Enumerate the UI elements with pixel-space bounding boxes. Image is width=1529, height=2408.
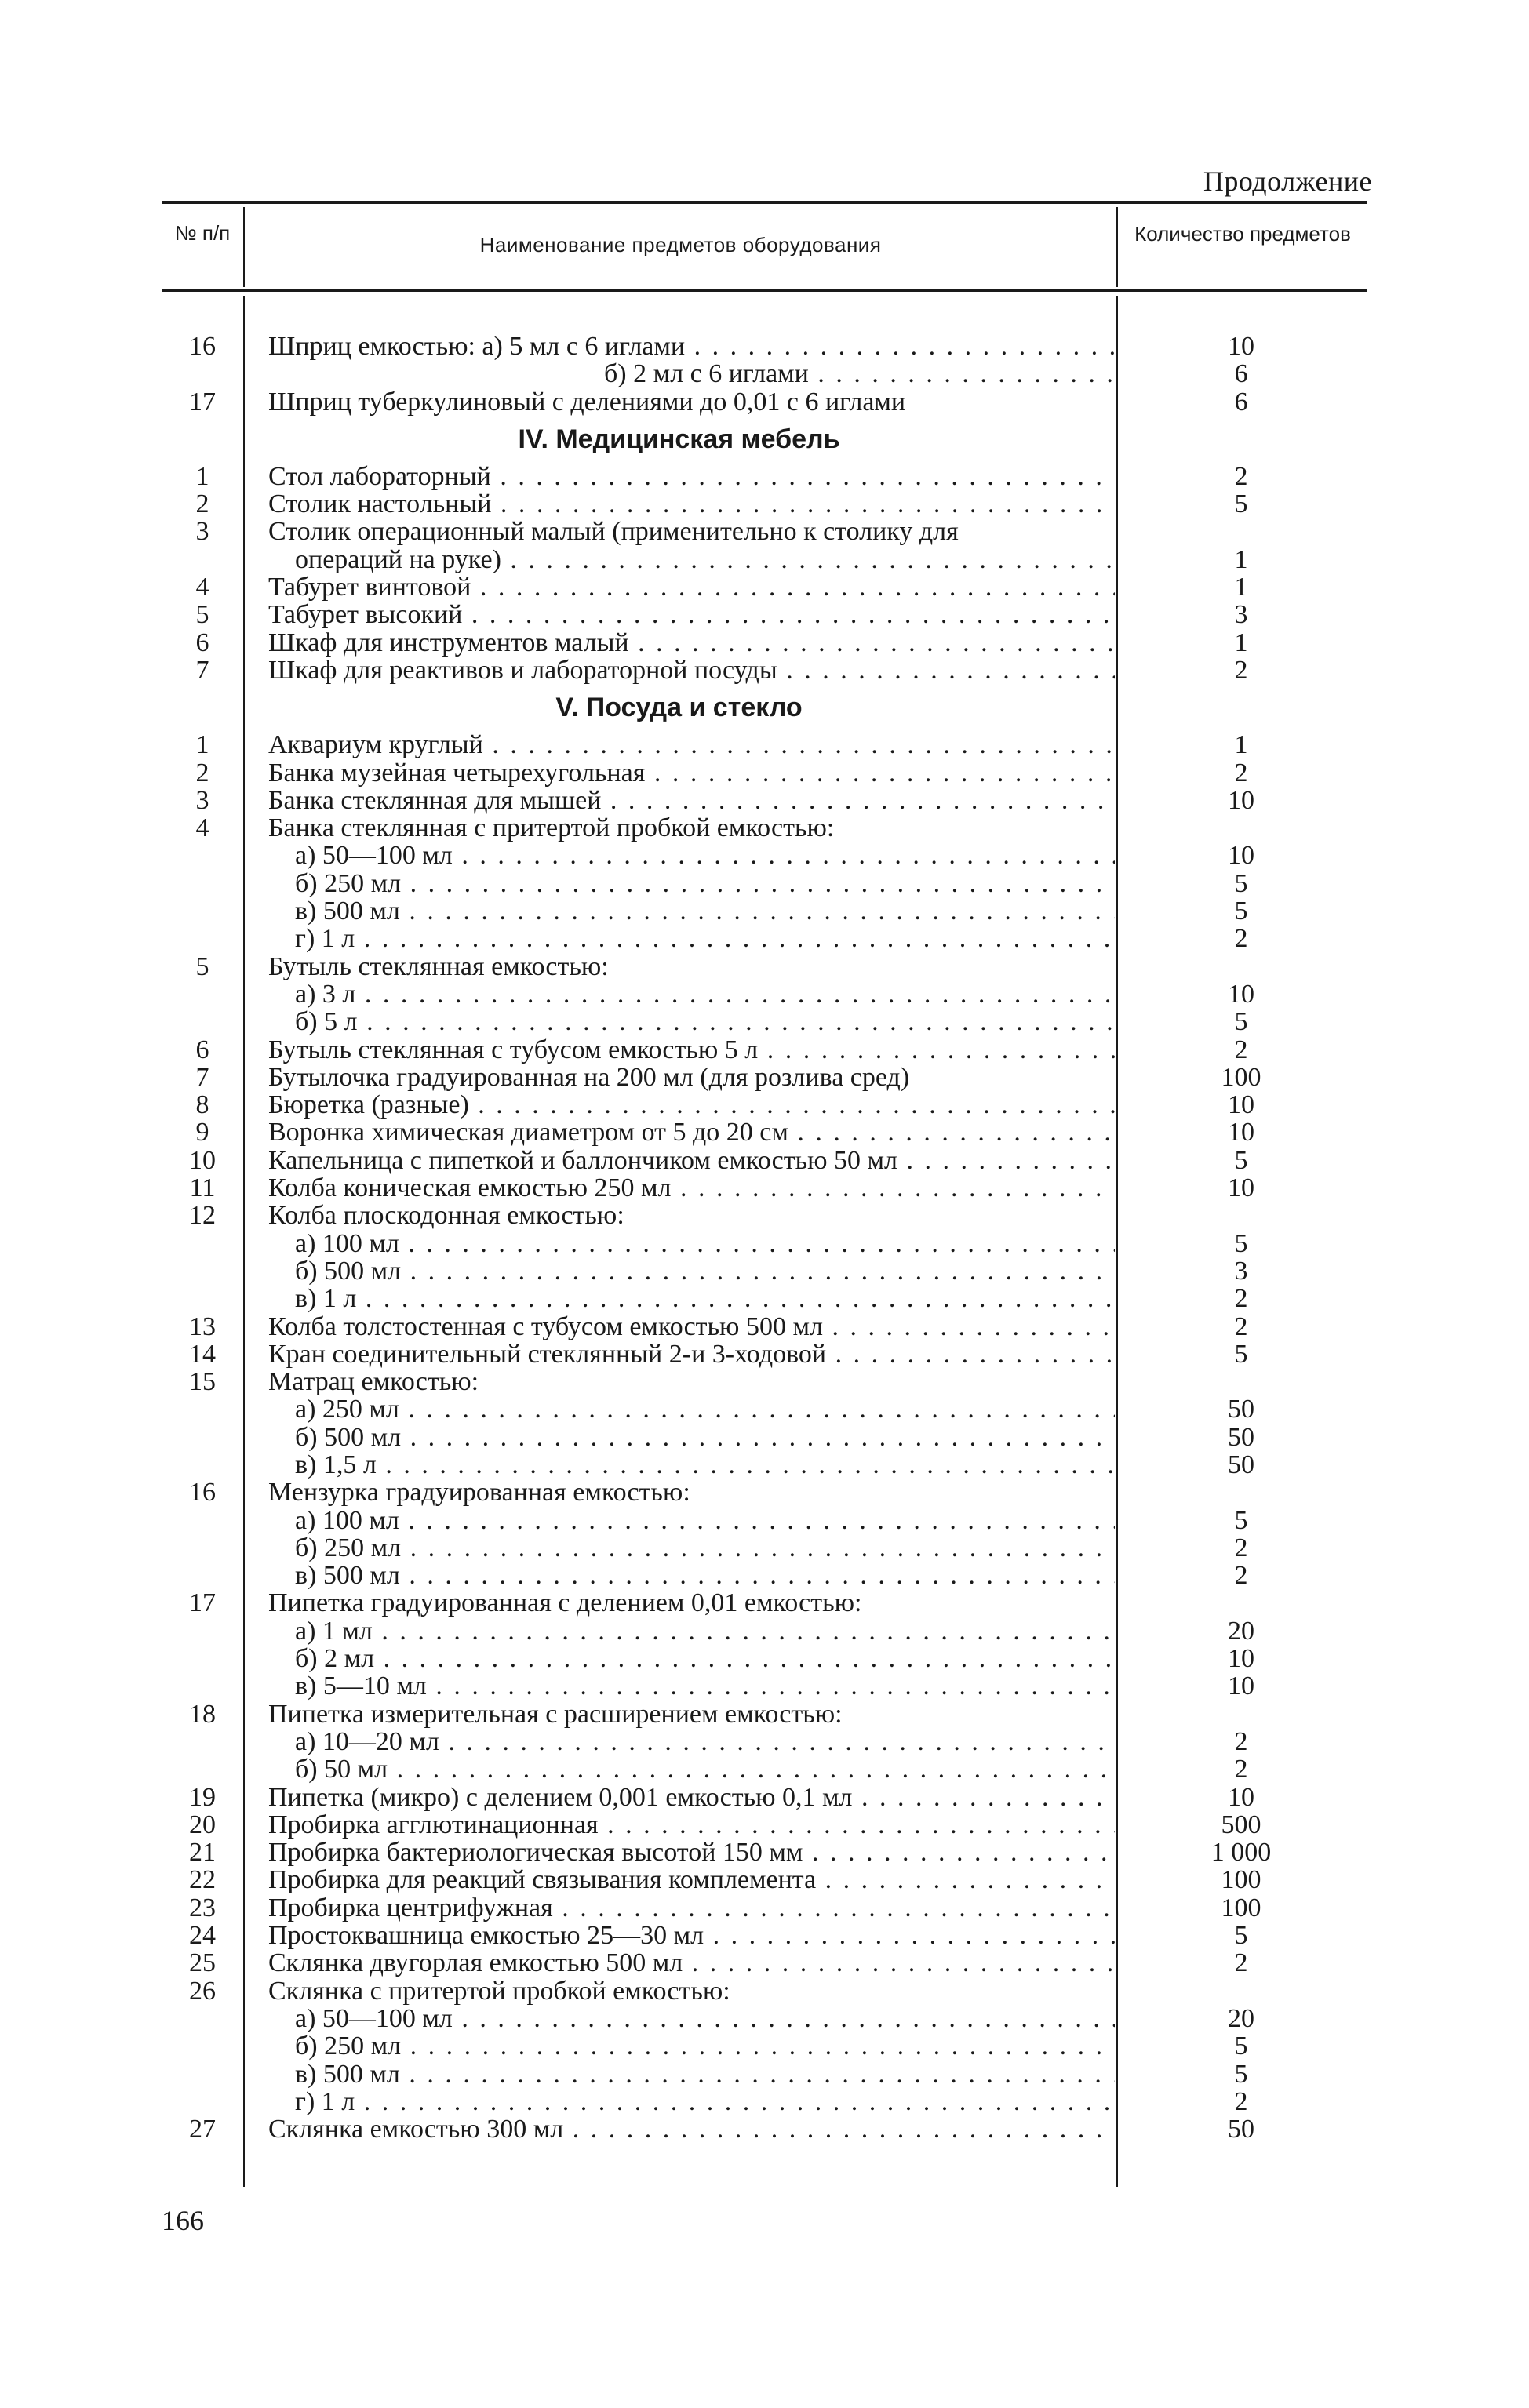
item-quantity: 1 (1234, 544, 1248, 574)
item-name: Столик операционный малый (применительно к столику для (268, 518, 959, 546)
item-name: в) 1,5 л . . . (243, 1451, 1115, 1479)
item-name: Пробирка агглютинационная . . . (243, 1811, 1115, 1839)
table-row (162, 360, 1367, 387)
item-quantity: 5 (1234, 2059, 1248, 2089)
row-number: 8 (195, 1090, 209, 1120)
item-name: Шкаф для инструментов малый . . . (243, 629, 1115, 657)
item-name: Стол лабораторный . . . (243, 463, 1115, 490)
row-number: 18 (189, 1699, 216, 1729)
item-quantity: 2 (1234, 758, 1248, 788)
item-quantity: 50 (1228, 2115, 1254, 2144)
table-row (162, 573, 1367, 601)
item-name: а) 100 мл . . . (243, 1230, 1115, 1257)
item-name: б) 500 мл . . . (243, 1424, 1115, 1451)
item-quantity: 2 (1234, 2086, 1248, 2116)
table-top-rule (162, 201, 1367, 204)
item-name: в) 500 мл . . . (243, 897, 1115, 925)
item-name: Столик настольный . . . (243, 490, 1115, 518)
table-row (162, 1949, 1367, 1977)
row-number (162, 1507, 243, 1534)
table-row (162, 1008, 1367, 1035)
item-name: в) 500 мл . . . (243, 2061, 1115, 2088)
item-quantity: 2 (1234, 1035, 1248, 1064)
table-row (162, 1285, 1367, 1312)
row-number (162, 897, 243, 925)
item-name: Шкаф для реактивов и лабораторной посуды . . . (243, 657, 1115, 684)
table-row (162, 897, 1367, 925)
table-row (162, 546, 1367, 573)
table-row (162, 1147, 1367, 1174)
table-row (162, 1672, 1367, 1700)
item-quantity: 5 (1234, 1505, 1248, 1535)
equipment-table (162, 333, 1367, 2143)
item-quantity: 10 (1228, 1644, 1254, 1674)
item-quantity (1115, 814, 1367, 842)
item-quantity: 10 (1228, 1173, 1254, 1203)
table-row (162, 2032, 1367, 2060)
row-number: 19 (189, 1782, 216, 1812)
table-row (162, 388, 1367, 416)
row-number (162, 1645, 243, 1672)
table-row (162, 1202, 1367, 1229)
item-name: б) 250 мл . . . (243, 870, 1115, 897)
table-row (162, 1894, 1367, 1922)
item-quantity: 100 (1221, 1062, 1261, 1092)
item-name: Бутылочка градуированная на 200 мл (для розлива сред) (268, 1063, 910, 1092)
item-name: г) 1 л . . . (243, 925, 1115, 952)
table-row (162, 925, 1367, 952)
item-name: а) 50—100 мл . . . (243, 2005, 1115, 2032)
item-quantity (1115, 953, 1367, 980)
row-number (162, 1395, 243, 1423)
item-name: б) 500 мл . . . (243, 1257, 1115, 1285)
item-quantity: 50 (1228, 1450, 1254, 1479)
table-row (162, 1036, 1367, 1064)
item-quantity: 2 (1234, 1948, 1248, 1978)
item-name: г) 1 л . . . (243, 2088, 1115, 2115)
item-name: Колба плоскодонная емкостью: (268, 1202, 624, 1230)
item-quantity: 20 (1228, 2003, 1254, 2033)
item-quantity: 10 (1228, 1782, 1254, 1812)
item-quantity: 5 (1234, 1228, 1248, 1258)
item-name: а) 1 мл . . . (243, 1617, 1115, 1645)
row-number: 15 (189, 1367, 216, 1397)
item-name: Матрац емкостью: (268, 1368, 479, 1396)
item-quantity: 5 (1234, 897, 1248, 926)
section-heading-row (162, 416, 1367, 463)
table-row (162, 1174, 1367, 1202)
item-quantity: 10 (1228, 979, 1254, 1009)
row-number: 5 (195, 951, 209, 981)
row-number: 22 (189, 1865, 216, 1895)
item-quantity: 3 (1234, 1256, 1248, 1286)
table-row (162, 490, 1367, 518)
table-row (162, 1534, 1367, 1562)
row-number (162, 1562, 243, 1589)
item-name: Колба коническая емкостью 250 мл . . . (243, 1174, 1115, 1202)
item-name: а) 3 л . . . (243, 980, 1115, 1008)
item-quantity: 100 (1221, 1893, 1261, 1922)
row-number (162, 546, 243, 573)
row-number: 12 (189, 1201, 216, 1231)
item-name: Банка стеклянная для мышей . . . (243, 787, 1115, 814)
row-number: 7 (195, 1062, 209, 1092)
table-row (162, 1091, 1367, 1119)
item-quantity: 10 (1228, 1118, 1254, 1148)
item-quantity: 500 (1221, 1810, 1261, 1839)
item-quantity: 1 000 (1210, 1838, 1272, 1868)
item-name: Склянка с притертой пробкой емкостью: (268, 1977, 730, 2005)
section-title: IV. Медицинская мебель (518, 424, 840, 454)
row-number: 1 (195, 461, 209, 491)
item-name: Пипетка измерительная с расширением емкостью: (268, 1700, 843, 1728)
section-heading-row (162, 684, 1367, 731)
table-row (162, 1922, 1367, 1949)
row-number (162, 1451, 243, 1479)
row-number: 25 (189, 1948, 216, 1978)
item-quantity: 10 (1228, 785, 1254, 815)
item-quantity (1115, 1977, 1367, 2005)
item-quantity (1115, 1701, 1367, 1728)
row-number: 26 (189, 1976, 216, 2006)
row-number: 27 (189, 2115, 216, 2144)
header-quantity: Количество предметов (1134, 222, 1351, 246)
row-number (162, 2088, 243, 2115)
item-name: Шприц емкостью: а) 5 мл с 6 иглами . . . (243, 333, 1115, 360)
row-number (162, 870, 243, 897)
table-row (162, 1451, 1367, 1479)
item-name: а) 50—100 мл . . . (243, 842, 1115, 869)
row-number: 6 (195, 1035, 209, 1064)
item-name: Бутыль стеклянная с тубусом емкостью 5 л . . . (243, 1036, 1115, 1064)
table-row (162, 1784, 1367, 1811)
table-row (162, 1368, 1367, 1395)
item-quantity: 50 (1228, 1422, 1254, 1452)
item-name: Колба толстостенная с тубусом емкостью 500 мл . . . (243, 1313, 1115, 1340)
row-number: 4 (195, 573, 209, 602)
item-quantity: 20 (1228, 1616, 1254, 1646)
row-number: 4 (195, 813, 209, 843)
item-quantity: 2 (1234, 1726, 1248, 1756)
item-name: б) 2 мл . . . (243, 1645, 1115, 1672)
item-name: Шприц туберкулиновый с делениями до 0,01 с 6 иглами (268, 387, 906, 416)
row-number (162, 980, 243, 1008)
item-name: Бюретка (разные) . . . (243, 1091, 1115, 1119)
header-name: Наименование предметов оборудования (479, 233, 882, 256)
row-number: 6 (195, 627, 209, 657)
row-number (162, 1424, 243, 1451)
table-row (162, 1230, 1367, 1257)
table-row (162, 1866, 1367, 1893)
item-name: в) 1 л . . . (243, 1285, 1115, 1312)
row-number (162, 1728, 243, 1755)
table-row (162, 1395, 1367, 1423)
item-quantity: 50 (1228, 1395, 1254, 1424)
table-row (162, 1257, 1367, 1285)
item-name: операций на руке) . . . (243, 546, 1115, 573)
item-quantity: 6 (1234, 387, 1248, 416)
item-name: Табурет винтовой . . . (243, 573, 1115, 601)
item-quantity: 1 (1234, 627, 1248, 657)
item-name: Пипетка градуированная с делением 0,01 емкостью: (268, 1589, 862, 1617)
item-quantity: 5 (1234, 868, 1248, 898)
item-name: Пробирка для реакций связывания комплемента . . . (243, 1866, 1115, 1893)
item-quantity: 5 (1234, 2032, 1248, 2061)
table-row (162, 1701, 1367, 1728)
table-row (162, 2061, 1367, 2088)
row-number: 17 (189, 387, 216, 416)
row-number (162, 416, 243, 463)
table-row (162, 842, 1367, 869)
item-quantity: 10 (1228, 1671, 1254, 1701)
row-number: 16 (189, 1478, 216, 1508)
item-quantity: 2 (1234, 924, 1248, 954)
section-title: V. Посуда и стекло (555, 693, 803, 723)
column-divider (1116, 207, 1118, 287)
row-number (162, 1285, 243, 1312)
item-name: Банка музейная четырехугольная . . . (243, 759, 1115, 787)
item-quantity: 10 (1228, 1090, 1254, 1120)
item-quantity (1115, 1479, 1367, 1506)
table-row (162, 980, 1367, 1008)
table-row (162, 629, 1367, 657)
item-quantity: 2 (1234, 1755, 1248, 1784)
item-name: б) 5 л . . . (243, 1008, 1115, 1035)
item-quantity: 2 (1234, 461, 1248, 491)
item-name: а) 100 мл . . . (243, 1507, 1115, 1534)
row-number: 2 (195, 758, 209, 788)
row-number: 21 (189, 1838, 216, 1868)
row-number: 10 (189, 1145, 216, 1175)
row-number: 1 (195, 730, 209, 760)
item-name: в) 500 мл . . . (243, 1562, 1115, 1589)
row-number: 20 (189, 1810, 216, 1839)
item-name: Капельница с пипеткой и баллончиком емкостью 50 мл . . . (243, 1147, 1115, 1174)
table-row (162, 1507, 1367, 1534)
item-quantity: 2 (1234, 1561, 1248, 1591)
table-row (162, 518, 1367, 545)
item-quantity: 3 (1234, 600, 1248, 630)
row-number: 2 (195, 489, 209, 519)
row-number: 3 (195, 517, 209, 547)
table-row (162, 1562, 1367, 1589)
item-name: Банка стеклянная с притертой пробкой емкостью: (268, 814, 835, 842)
row-number: 17 (189, 1588, 216, 1618)
row-number (162, 1672, 243, 1700)
row-number (162, 2061, 243, 2088)
item-quantity: 2 (1234, 1284, 1248, 1314)
row-number: 5 (195, 600, 209, 630)
item-name: Аквариум круглый . . . (243, 731, 1115, 758)
table-row (162, 1839, 1367, 1866)
row-number: 24 (189, 1921, 216, 1951)
item-quantity: 5 (1234, 1339, 1248, 1369)
table-row (162, 1755, 1367, 1783)
item-name: Пипетка (микро) с делением 0,001 емкостью 0,1 мл . . . (243, 1784, 1115, 1811)
table-row (162, 333, 1367, 360)
item-name: Табурет высокий . . . (243, 601, 1115, 628)
table-row (162, 759, 1367, 787)
item-quantity: 1 (1234, 573, 1248, 602)
row-number (162, 1755, 243, 1783)
table-row (162, 1589, 1367, 1617)
header-number: № п/п (174, 221, 231, 245)
table-row (162, 2115, 1367, 2143)
row-number: 3 (195, 785, 209, 815)
item-quantity: 2 (1234, 1311, 1248, 1341)
item-name: Бутыль стеклянная емкостью: (268, 952, 609, 980)
item-quantity (1115, 684, 1367, 731)
table-row (162, 1064, 1367, 1091)
item-name: а) 10—20 мл . . . (243, 1728, 1115, 1755)
item-quantity: 10 (1228, 332, 1254, 361)
page-number: 166 (162, 2205, 204, 2236)
item-quantity: 2 (1234, 655, 1248, 685)
table-row (162, 1340, 1367, 1368)
table-row (162, 1977, 1367, 2005)
item-name: Мензурка градуированная емкостью: (268, 1479, 690, 1507)
row-number: 11 (189, 1173, 216, 1203)
table-row (162, 601, 1367, 628)
table-row (162, 814, 1367, 842)
table-row (162, 1645, 1367, 1672)
table-row (162, 1479, 1367, 1506)
item-quantity (1115, 1589, 1367, 1617)
item-quantity (1115, 416, 1367, 463)
row-number (162, 684, 243, 731)
item-name: Склянка двугорлая емкостью 500 мл . . . (243, 1949, 1115, 1977)
item-name: в) 5—10 мл . . . (243, 1672, 1115, 1700)
row-number: 23 (189, 1893, 216, 1922)
item-quantity (1115, 1202, 1367, 1229)
table-row (162, 1424, 1367, 1451)
table-row (162, 870, 1367, 897)
item-name: Пробирка центрифужная . . . (243, 1894, 1115, 1922)
row-number (162, 1230, 243, 1257)
item-quantity: 10 (1228, 841, 1254, 871)
table-row (162, 2005, 1367, 2032)
row-number: 14 (189, 1339, 216, 1369)
row-number (162, 1008, 243, 1035)
table-row (162, 1313, 1367, 1340)
item-name: Пробирка бактериологическая высотой 150 мм . . . (243, 1839, 1115, 1866)
row-number (162, 2032, 243, 2060)
row-number (162, 1617, 243, 1645)
table-row (162, 731, 1367, 758)
item-quantity: 5 (1234, 1921, 1248, 1951)
row-number: 7 (195, 655, 209, 685)
item-quantity: 100 (1221, 1865, 1261, 1895)
row-number: 9 (195, 1118, 209, 1148)
row-number (162, 925, 243, 952)
item-name: а) 250 мл . . . (243, 1395, 1115, 1423)
table-row (162, 787, 1367, 814)
item-name: б) 50 мл . . . (243, 1755, 1115, 1783)
item-quantity: 5 (1234, 489, 1248, 519)
item-name: Кран соединительный стеклянный 2-и 3-ходовой . . . (243, 1340, 1115, 1368)
row-number (162, 1257, 243, 1285)
continuation-label: Продолжение (1203, 166, 1372, 197)
row-number (162, 1534, 243, 1562)
row-number (162, 842, 243, 869)
item-quantity: 1 (1234, 730, 1248, 760)
table-row (162, 1119, 1367, 1146)
row-number (162, 360, 243, 387)
table-header-rule (162, 289, 1367, 292)
item-name: б) 2 мл с 6 иглами . . . (243, 360, 1115, 387)
item-quantity: 5 (1234, 1007, 1248, 1037)
item-quantity: 5 (1234, 1145, 1248, 1175)
item-name: б) 250 мл . . . (243, 2032, 1115, 2060)
item-name: Склянка емкостью 300 мл . . . (243, 2115, 1115, 2143)
table-row (162, 953, 1367, 980)
table-row (162, 1728, 1367, 1755)
row-number: 13 (189, 1311, 216, 1341)
item-name: Простоквашница емкостью 25—30 мл . . . (243, 1922, 1115, 1949)
table-row (162, 657, 1367, 684)
table-row (162, 2088, 1367, 2115)
row-number (162, 2005, 243, 2032)
item-quantity: 6 (1234, 359, 1248, 389)
item-quantity (1115, 518, 1367, 545)
row-number: 16 (189, 332, 216, 361)
item-quantity (1115, 1368, 1367, 1395)
table-row (162, 463, 1367, 490)
item-name: Воронка химическая диаметром от 5 до 20 см . . . (243, 1119, 1115, 1146)
table-row (162, 1811, 1367, 1839)
item-name: б) 250 мл . . . (243, 1534, 1115, 1562)
table-row (162, 1617, 1367, 1645)
item-quantity: 2 (1234, 1533, 1248, 1562)
